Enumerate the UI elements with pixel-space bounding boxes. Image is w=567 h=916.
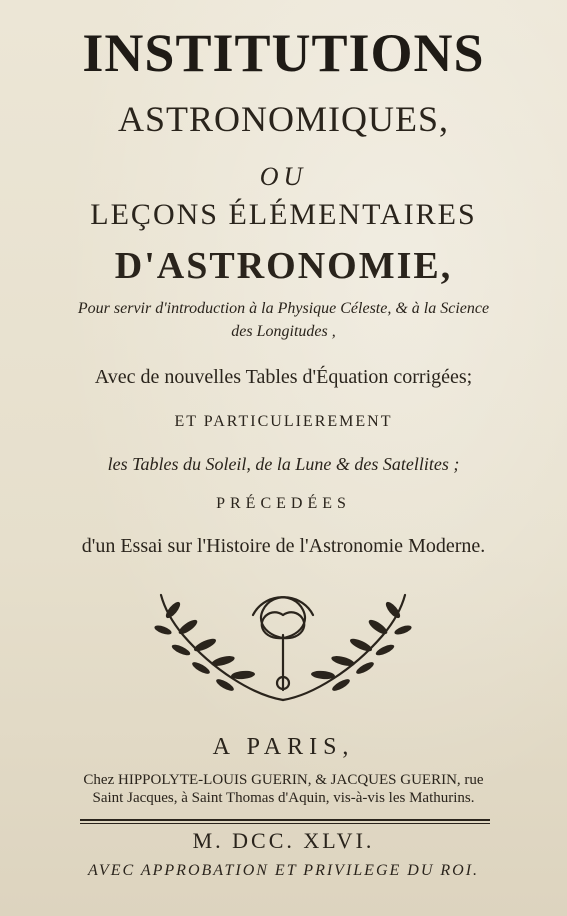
divider-rule-thick xyxy=(80,819,490,821)
purpose-line-1: Pour servir d'introduction à la Physique Céleste, & à la Science xyxy=(77,300,490,317)
divider-rule-thin xyxy=(80,823,490,824)
imprint-address: Saint Jacques, à Saint Thomas d'Aquin, vis-à-vis les Mathurins. xyxy=(92,790,475,806)
publication-date: M. DCC. XLVI. xyxy=(192,828,375,853)
imprint-city: A PARIS, xyxy=(212,734,355,760)
particulierement-line: ET PARTICULIEREMENT xyxy=(174,413,393,430)
laurel-wreath-ornament-icon xyxy=(143,575,423,715)
imprint-publisher: Chez HIPPOLYTE-LOUIS GUERIN, & JACQUES GUERIN, rue xyxy=(83,772,484,788)
essai-line: d'un Essai sur l'Histoire de l'Astronomie Moderne. xyxy=(81,535,486,557)
satellites-line: les Tables du Soleil, de la Lune & des Satellites ; xyxy=(107,454,460,474)
precedees-line: PRÉCEDÉES xyxy=(216,495,351,512)
conjunction-ou: OU xyxy=(259,162,308,191)
purpose-line-2: des Longitudes , xyxy=(231,323,336,340)
subtitle-lecons: LEÇONS ÉLÉMENTAIRES xyxy=(90,198,477,231)
tables-line: Avec de nouvelles Tables d'Équation corrigées; xyxy=(94,366,473,388)
subtitle-astronomiques: ASTRONOMIQUES, xyxy=(117,99,450,139)
main-title: INSTITUTIONS xyxy=(82,23,485,83)
subtitle-astronomie: D'ASTRONOMIE, xyxy=(114,245,453,287)
royal-privilege: AVEC APPROBATION ET PRIVILEGE DU ROI. xyxy=(87,862,480,879)
